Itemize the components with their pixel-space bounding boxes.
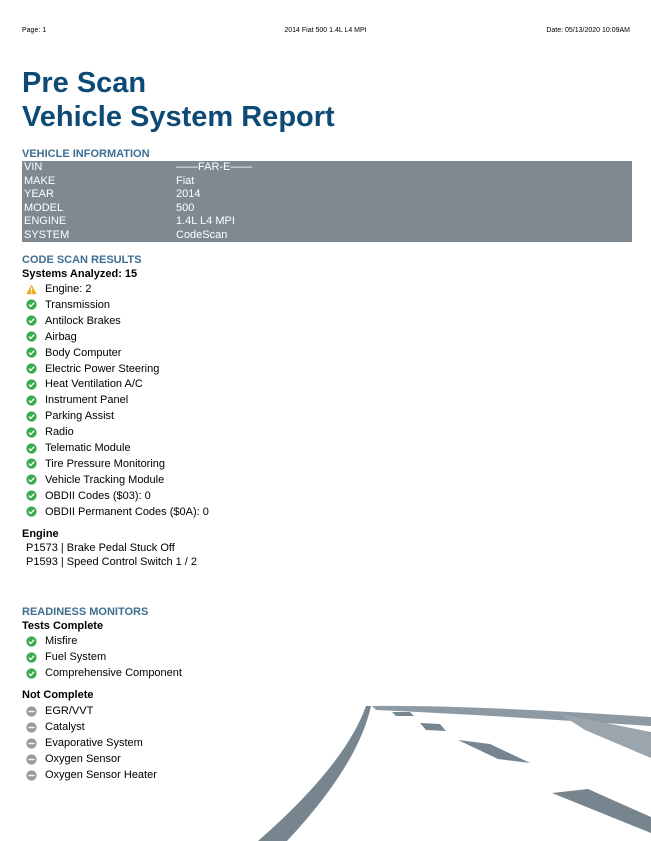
list-item-label: Vehicle Tracking Module — [45, 473, 165, 486]
check-icon — [26, 331, 37, 342]
complete-test-item — [26, 649, 106, 665]
report-date: Date: 05/13/2020 10:09AM — [546, 27, 630, 34]
list-item-label: Airbag — [45, 330, 77, 343]
title-line-2: Vehicle System Report — [22, 101, 335, 133]
vehicle-information-heading: VEHICLE INFORMATION — [22, 148, 150, 160]
incomplete-icon — [26, 754, 37, 765]
page-number: Page: 1 — [22, 27, 47, 34]
list-item-label: Oxygen Sensor Heater — [45, 769, 157, 781]
incomplete-icon — [26, 706, 37, 717]
list-item-label: Tire Pressure Monitoring — [45, 457, 166, 470]
list-item-label: Oxygen Sensor — [45, 753, 121, 765]
incomplete-icon — [26, 770, 37, 781]
road-dash — [552, 789, 651, 833]
check-icon — [26, 315, 37, 326]
info-label: MODEL — [24, 201, 64, 214]
readiness-monitors-heading: READINESS MONITORS — [22, 606, 149, 618]
incomplete-test-item — [26, 751, 121, 767]
check-icon — [26, 506, 37, 517]
check-icon — [26, 443, 37, 454]
list-item-label: EGR/VVT — [45, 705, 94, 717]
incomplete-test-item — [26, 703, 93, 719]
engine-code: P1573 | Brake Pedal Stuck Off — [26, 542, 175, 554]
info-value: 1.4L L4 MPI — [176, 215, 235, 227]
check-icon — [26, 427, 37, 438]
road-dash — [458, 740, 530, 763]
system-item — [26, 329, 77, 345]
vehicle-summary: 2014 Fiat 500 1.4L L4 MPI — [284, 27, 367, 34]
list-item-label: Heat Ventilation A/C — [45, 378, 143, 391]
system-item — [26, 313, 121, 329]
list-item-label: Misfire — [45, 635, 78, 647]
road-dash — [420, 723, 446, 731]
warning-icon — [26, 284, 37, 295]
info-value: ——FAR-E—— — [176, 161, 253, 173]
check-icon — [26, 347, 37, 358]
system-item — [26, 488, 151, 504]
system-item — [26, 297, 110, 313]
title-line-1: Pre Scan — [22, 67, 147, 99]
info-value: 2014 — [176, 188, 201, 200]
check-icon — [26, 636, 37, 647]
not-complete-heading: Not Complete — [22, 689, 94, 701]
system-item — [26, 408, 114, 424]
list-item-label: Antilock Brakes — [45, 314, 121, 327]
info-label: ENGINE — [24, 215, 67, 227]
system-item — [26, 376, 143, 392]
check-icon — [26, 363, 37, 374]
info-label: SYSTEM — [24, 228, 70, 241]
check-icon — [26, 652, 37, 663]
list-item-label: Body Computer — [45, 346, 122, 359]
list-item-label: Telematic Module — [45, 442, 131, 454]
system-item — [26, 440, 131, 456]
list-item-label: Engine: 2 — [45, 283, 92, 295]
complete-test-item — [26, 665, 182, 681]
list-item-label: Electric Power Steering — [45, 362, 160, 375]
incomplete-icon — [26, 738, 37, 749]
code-scan-heading: CODE SCAN RESULTS — [22, 254, 142, 266]
systems-analyzed: Systems Analyzed: 15 — [22, 268, 138, 280]
list-item-label: Fuel System — [45, 651, 107, 663]
road-left-edge — [258, 706, 371, 841]
info-label: MAKE — [24, 174, 56, 187]
list-item-label: OBDII Codes ($03): 0 — [45, 489, 151, 502]
list-item-label: Catalyst — [45, 721, 85, 733]
system-item — [26, 392, 128, 408]
system-item — [26, 424, 74, 440]
check-icon — [26, 411, 37, 422]
incomplete-test-item — [26, 719, 85, 735]
complete-test-item — [26, 633, 77, 649]
system-item — [26, 504, 209, 520]
system-item — [26, 345, 121, 361]
check-icon — [26, 379, 37, 390]
check-icon — [26, 395, 37, 406]
info-label: YEAR — [24, 188, 54, 200]
check-icon — [26, 490, 37, 501]
info-value: CodeScan — [176, 228, 228, 241]
incomplete-test-item — [26, 767, 157, 783]
list-item-label: Comprehensive Component — [45, 667, 182, 679]
incomplete-test-item — [26, 735, 143, 751]
list-item-label: OBDII Permanent Codes ($0A): 0 — [45, 505, 209, 518]
check-icon — [26, 299, 37, 310]
check-icon — [26, 474, 37, 485]
incomplete-icon — [26, 722, 37, 733]
road-dash — [392, 712, 414, 716]
system-item — [26, 361, 159, 377]
system-item — [26, 472, 164, 488]
list-item-label: Transmission — [45, 298, 110, 311]
system-item — [26, 456, 165, 472]
engine-code: P1593 | Speed Control Switch 1 / 2 — [26, 556, 198, 568]
list-item-label: Instrument Panel — [45, 394, 129, 407]
info-label: VIN — [24, 161, 43, 173]
check-icon — [26, 668, 37, 679]
check-icon — [26, 458, 37, 469]
info-value: 500 — [176, 201, 195, 214]
tests-complete-heading: Tests Complete — [22, 620, 104, 632]
engine-codes-heading: Engine — [22, 528, 59, 540]
list-item-label: Radio — [45, 426, 74, 439]
info-value: Fiat — [176, 174, 195, 187]
list-item-label: Parking Assist — [45, 410, 115, 423]
list-item-label: Evaporative System — [45, 737, 143, 749]
system-item — [26, 281, 91, 297]
